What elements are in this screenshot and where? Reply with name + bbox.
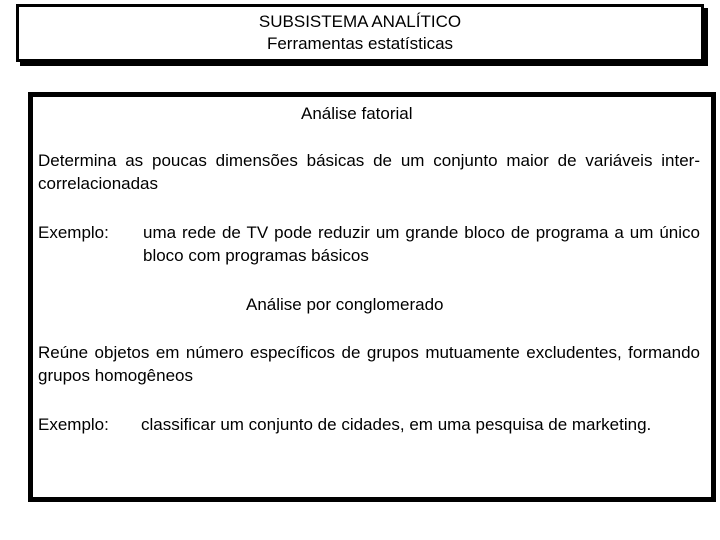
example-label: Exemplo: — [38, 223, 109, 242]
cluster-analysis-example — [38, 413, 700, 436]
factor-analysis-description: Determina as poucas dimensões básicas de um conjunto maior de variáveis inter-correlacionadas — [38, 151, 700, 193]
content-box — [28, 92, 716, 502]
section-title-factor-analysis: Análise fatorial — [301, 104, 413, 123]
example-label: Exemplo: — [38, 415, 109, 434]
page-title: SUBSISTEMA ANALÍTICO — [258, 12, 462, 31]
cluster-analysis-description: Reúne objetos em número específicos de grupos mutuamente excludentes, formando grupos homogêneos — [38, 343, 700, 385]
section-title-cluster-analysis: Análise por conglomerado — [246, 295, 444, 314]
factor-analysis-example — [38, 221, 700, 267]
header-box — [16, 4, 704, 62]
example-text: classificar um conjunto de cidades, em uma pesquisa de marketing. — [141, 415, 652, 434]
page-subtitle: Ferramentas estatísticas — [266, 34, 454, 53]
example-text: uma rede de TV pode reduzir um grande bloco de programa a um único bloco com programas básicos — [143, 223, 700, 265]
